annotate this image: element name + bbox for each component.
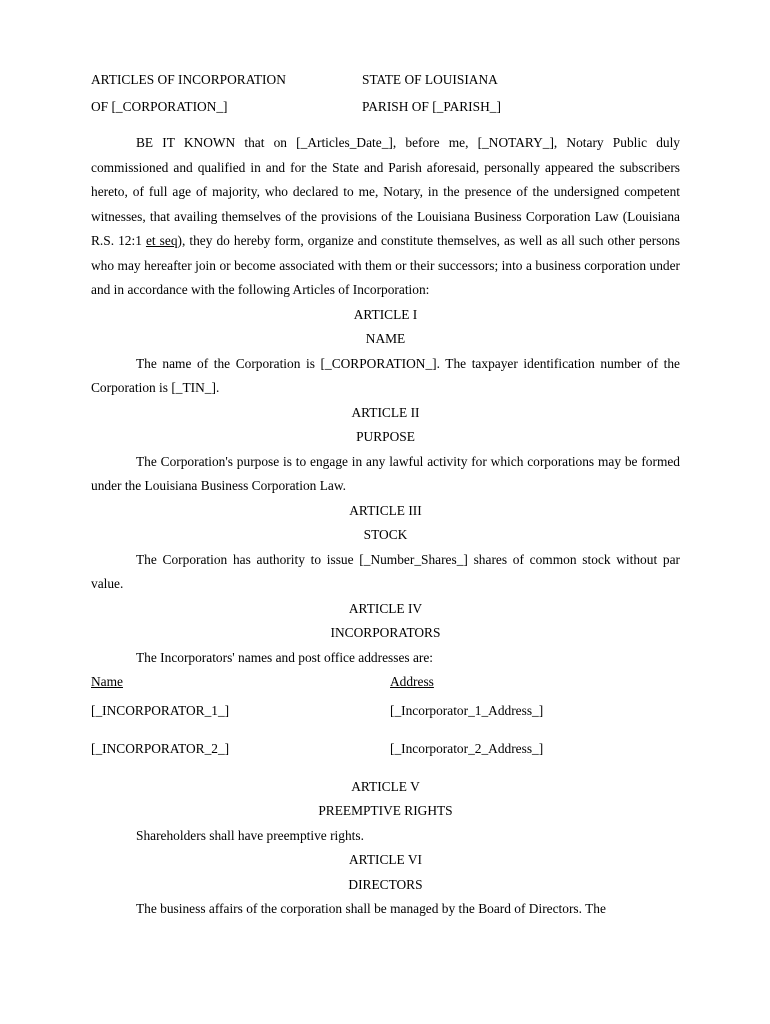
article5-title: PREEMPTIVE RIGHTS <box>318 803 453 818</box>
incorporator-name: [_INCORPORATOR_1_] <box>91 702 230 718</box>
article5-text: Shareholders shall have preemptive rights. <box>136 827 364 843</box>
intro-paragraph <box>91 131 680 303</box>
column-header-address: Address <box>390 674 434 689</box>
header-left-line1: ARTICLES OF INCORPORATION <box>91 72 286 87</box>
intro-text-before: BE IT KNOWN that on [_Articles_Date_], before me, [_NOTARY_], Notary Public duly commissioned and qualified in and for the State and Parish aforesaid, personally appeared the subscribers hereto, of full age of majority, who declared to me, Notary, in the presence of the undersigned competent witnesses, that availing themselves of the provisions of the Louisiana Business Corporation Law (Louisiana R.S. 12:1 <box>91 135 680 248</box>
incorporator-address: [_Incorporator_1_Address_] <box>390 702 544 718</box>
article6-title: DIRECTORS <box>348 876 423 892</box>
document-body <box>91 131 680 922</box>
article6-text: The business affairs of the corporation shall be managed by the Board of Directors. The <box>136 901 606 916</box>
incorporator-row <box>91 699 680 724</box>
article3-title: STOCK <box>363 527 408 542</box>
incorporator-address: [_Incorporator_2_Address_] <box>390 741 544 756</box>
article2-heading: ARTICLE II <box>351 404 420 420</box>
column-header-name: Name <box>91 674 123 689</box>
article6-heading: ARTICLE VI <box>349 852 422 867</box>
article1-heading: ARTICLE I <box>353 306 418 322</box>
article3-heading: ARTICLE III <box>349 502 422 518</box>
article1-text: The name of the Corporation is [_CORPORATION_]. The taxpayer identification number of the Corporation is [_TIN_]. <box>91 355 680 395</box>
article5-heading: ARTICLE V <box>351 778 420 794</box>
incorporators-header-row <box>91 670 680 695</box>
article1-title: NAME <box>365 331 406 346</box>
article2-text: The Corporation's purpose is to engage in any lawful activity for which corporations may be formed under the Louisiana Business Corporation Law. <box>91 453 680 493</box>
header-right-line1: STATE OF LOUISIANA <box>362 72 498 87</box>
article3-text: The Corporation has authority to issue [_Number_Shares_] shares of common stock without par value. <box>91 551 680 591</box>
article2-title: PURPOSE <box>356 429 415 444</box>
header-left-line2: OF [_CORPORATION_] <box>91 99 228 114</box>
intro-text-underlined: et seq <box>145 233 178 248</box>
header-right-line2: PARISH OF [_PARISH_] <box>362 99 501 114</box>
article4-title: INCORPORATORS <box>330 625 441 640</box>
incorporator-row <box>91 737 680 762</box>
article4-heading: ARTICLE IV <box>348 600 423 616</box>
intro-text-after: ), they do hereby form, organize and constitute themselves, as well as all such other persons who may hereafter join or become associated with them or their successors; into a business corporation under and in accordance with the following Articles of Incorporation: <box>91 233 681 297</box>
article4-text: The Incorporators' names and post office addresses are: <box>136 649 434 665</box>
incorporator-name: [_INCORPORATOR_2_] <box>91 741 230 756</box>
